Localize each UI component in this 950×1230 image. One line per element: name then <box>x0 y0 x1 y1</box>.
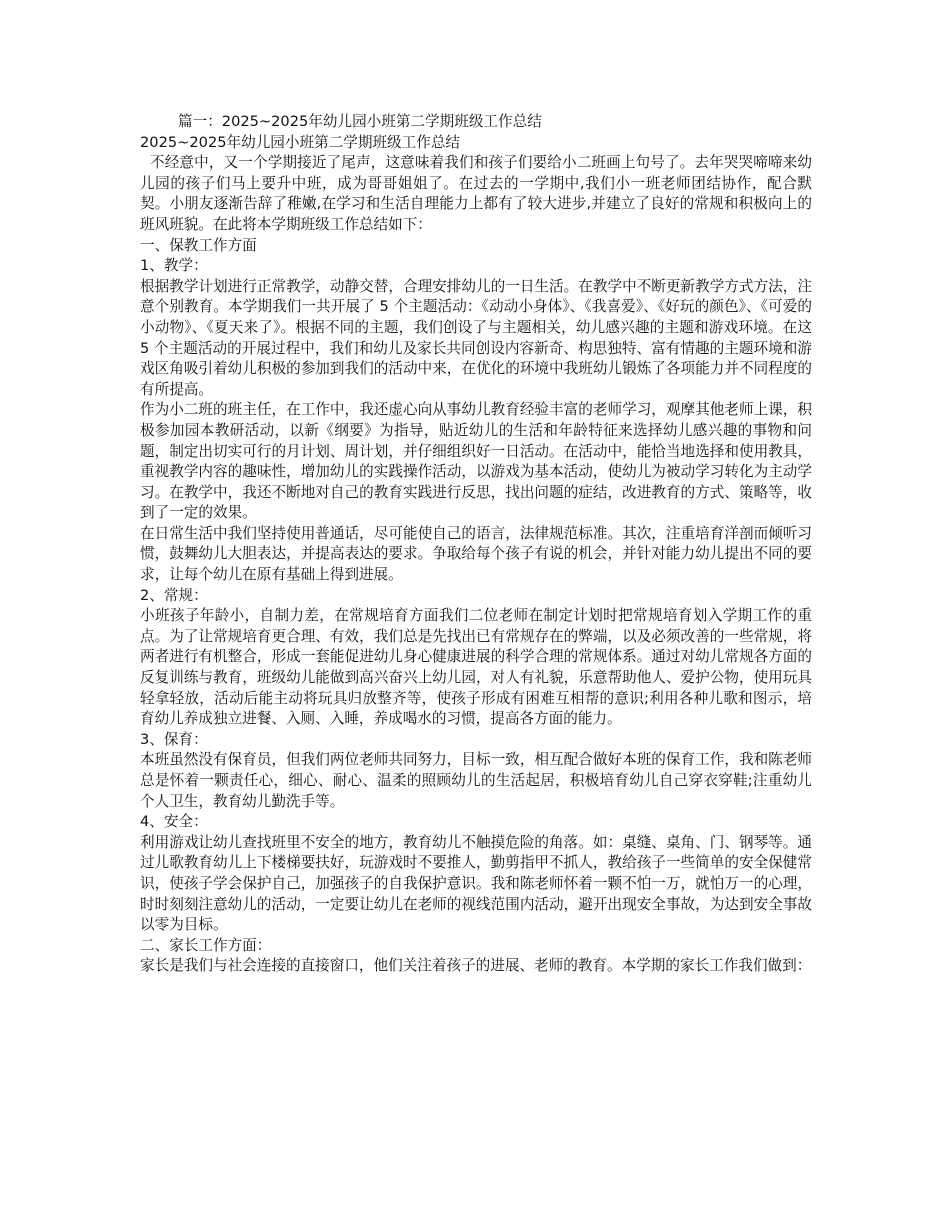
intro-paragraph: 不经意中，又一个学期接近了尾声，这意味着我们和孩子们要给小二班画上句号了。去年哭哭啼啼来幼儿园的孩子们马上要升中班，成为哥哥姐姐了。在过去的一学期中,我们小一班老师团结协作，配合默契。小朋友逐渐告辞了稚嫩,在学习和生活自理能力上都有了较大进步,并建立了良好的常规和积极向上的班风班貌。在此将本学期班级工作总结如下： <box>140 154 812 233</box>
safety-title: 4、安全： <box>140 813 208 831</box>
document-page <box>140 112 812 977</box>
teaching-paragraph-1: 根据教学计划进行正常教学，动静交替，合理安排幼儿的一日生活。在教学中不断更新教学方式方法，注意个别教育。本学期我们一共开展了 5 个主题活动：《动动小身体》、《我喜爱》、《好玩的颜色》、《可爱的小动物》、《夏天来了》。根据不同的主题，我们创设了与主题相关，幼儿感兴趣的主题和游戏环境。在这 5 个主题活动的开展过程中，我们和幼儿及家长共同创设内容新奇、构思独特、富有情趣的主题环境和游戏区角吸引着幼儿积极的参加到我们的活动中来，在优化的环境中我班幼儿锻炼了各项能力并不同程度的有所提高。 <box>140 277 812 398</box>
section-1-title: 一、保教工作方面 <box>140 236 257 254</box>
routine-paragraph: 小班孩子年龄小，自制力差，在常规培育方面我们二位老师在制定计划时把常规培育划入学期工作的重点。为了让常规培育更合理、有效，我们总是先找出已有常规存在的弊端，以及必须改善的一些常规，将两者进行有机整合，形成一套能促进幼儿身心健康进展的科学合理的常规体系。通过对幼儿常规各方面的反复训练与教育，班级幼儿能做到高兴奋兴上幼儿园，对人有礼貌，乐意帮助他人、爱护公物，使用玩具轻拿轻放，活动后能主动将玩具归放整齐等，使孩子形成有困难互相帮的意识;利用各种儿歌和图示，培育幼儿养成独立进餐、入厕、入睡，养成喝水的习惯，提高各方面的能力。 <box>140 607 812 728</box>
care-paragraph: 本班虽然没有保育员，但我们两位老师共同努力，目标一致，相互配合做好本班的保育工作，我和陈老师总是怀着一颗责任心，细心、耐心、温柔的照顾幼儿的生活起居，积极培育幼儿自己穿衣穿鞋;注重幼儿个人卫生，教育幼儿勤洗手等。 <box>140 751 812 810</box>
teaching-paragraph-2: 作为小二班的班主任，在工作中，我还虚心向从事幼儿教育经验丰富的老师学习，观摩其他老师上课，积极参加园本教研活动，以新《纲要》为指导，贴近幼儿的生活和年龄特征来选择幼儿感兴趣的事物和问题，制定出切实可行的月计划、周计划，并仔细组织好一日活动。在活动中，能恰当地选择和使用教具，重视教学内容的趣味性，增加幼儿的实践操作活动，以游戏为基本活动，使幼儿为被动学习转化为主动学习。在教学中，我还不断地对自己的教育实践进行反思，找出问题的症结，改进教育的方式、策略等，收到了一定的效果。 <box>140 401 812 522</box>
routine-title: 2、常规： <box>140 586 208 604</box>
document-heading: 篇一：2025~2025年幼儿园小班第二学期班级工作总结 <box>178 113 542 130</box>
safety-paragraph: 利用游戏让幼儿查找班里不安全的地方，教育幼儿不触摸危险的角落。如：桌缝、桌角、门、钢琴等。通过儿歌教育幼儿上下楼梯要扶好，玩游戏时不要推人，勤剪指甲不抓人，教给孩子一些简单的安全保健常识，使孩子学会保护自己，加强孩子的自我保护意识。我和陈老师怀着一颗不怕一万，就怕万一的心理，时时刻刻注意幼儿的活动，一定要让幼儿在老师的视线范围内活动，避开出现安全事故，为达到安全事故以零为目标。 <box>140 833 812 934</box>
section-2-title: 二、家长工作方面： <box>140 936 272 954</box>
teaching-title: 1、教学： <box>140 257 208 275</box>
parent-work-paragraph: 家长是我们与社会连接的直接窗口，他们关注着孩子的进展、老师的教育。本学期的家长工作我们做到： <box>140 957 812 975</box>
teaching-paragraph-3: 在日常生活中我们坚持使用普通话，尽可能使自己的语言，法律规范标准。其次，注重培育洋剖而倾听习惯，鼓舞幼儿大胆表达，并提高表达的要求。争取给每个孩子有说的机会，并针对能力幼儿提出不同的要求，让每个幼儿在原有基础上得到进展。 <box>140 524 812 584</box>
document-subtitle: 2025~2025年幼儿园小班第二学期班级工作总结 <box>140 133 461 151</box>
care-title: 3、保育： <box>140 730 208 748</box>
